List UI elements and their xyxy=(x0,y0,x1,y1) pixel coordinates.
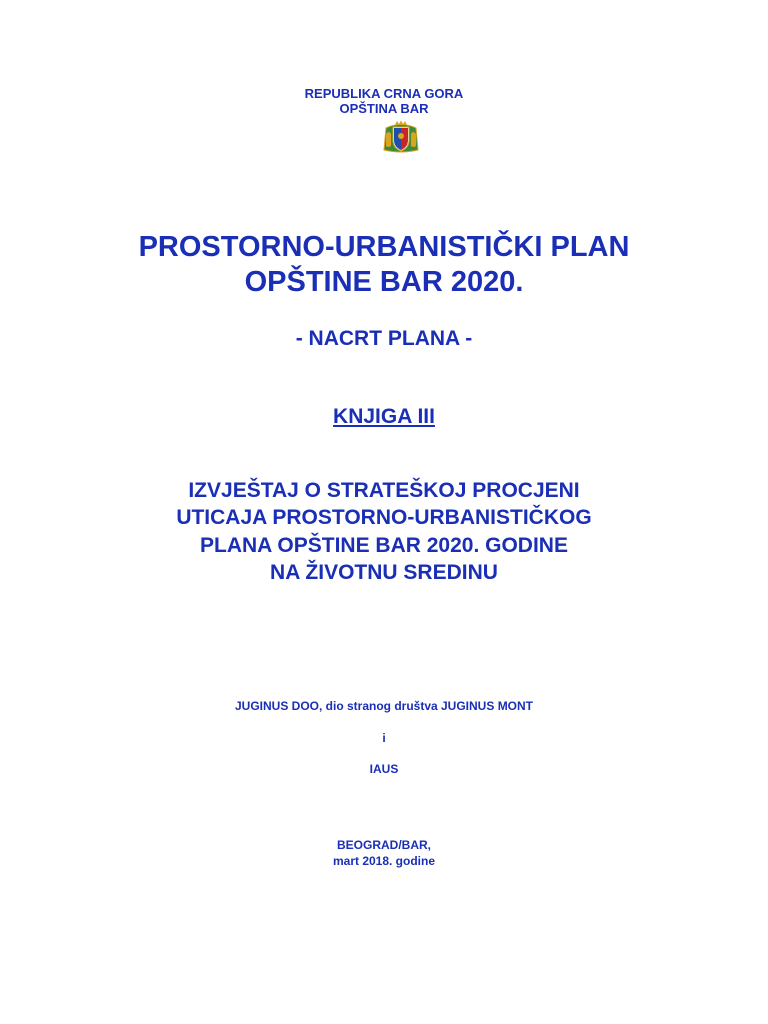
coat-of-arms-icon xyxy=(382,120,420,154)
report-title-line3: PLANA OPŠTINE BAR 2020. GODINE xyxy=(200,534,568,557)
report-title-line2: UTICAJA PROSTORNO-URBANISTIČKOG xyxy=(176,506,592,529)
municipality-name: OPŠTINA BAR xyxy=(339,101,429,116)
plan-title-line2: OPŠTINE BAR 2020. xyxy=(244,266,524,298)
country-name: REPUBLIKA CRNA GORA xyxy=(304,86,464,101)
report-title-line4: NA ŽIVOTNU SREDINU xyxy=(270,561,498,584)
publication-date: mart 2018. godine xyxy=(332,854,436,868)
plan-title-line1: PROSTORNO-URBANISTIČKI PLAN xyxy=(138,231,630,263)
author-conjunction: i xyxy=(382,731,386,745)
plan-subtitle: - NACRT PLANA - xyxy=(295,327,473,350)
report-title-line1: IZVJEŠTAJ O STRATEŠKOJ PROCJENI xyxy=(188,479,580,502)
publication-place: BEOGRAD/BAR, xyxy=(336,838,431,852)
author-company: JUGINUS DOO, dio stranog društva JUGINUS MONT xyxy=(234,699,534,713)
author-institute: IAUS xyxy=(369,762,399,776)
book-number: KNJIGA III xyxy=(333,405,435,428)
